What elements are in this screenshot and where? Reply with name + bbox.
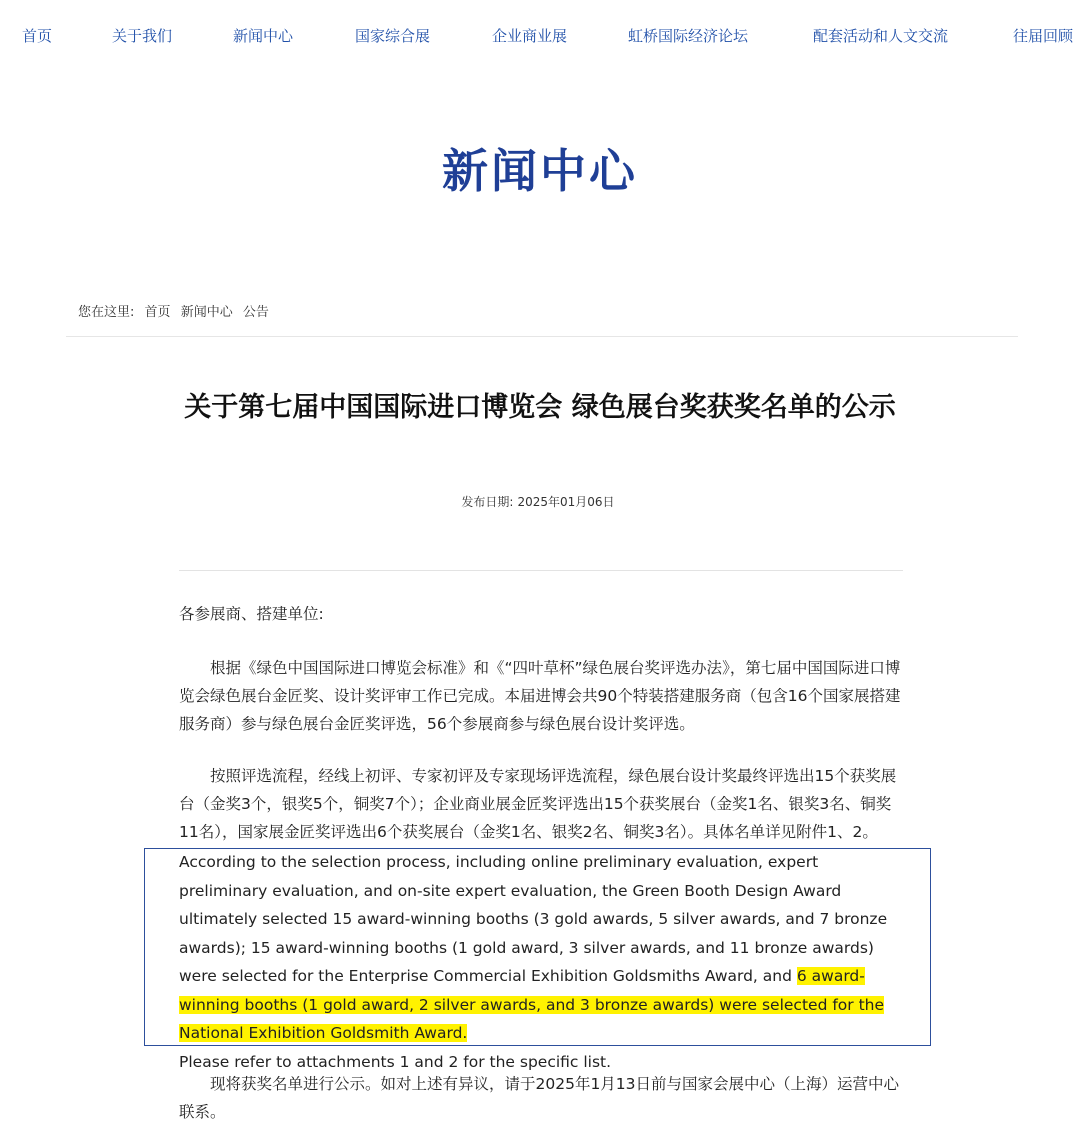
paragraph-2: 按照评选流程，经线上初评、专家初评及专家现场评选流程，绿色展台设计奖最终评选出15个获奖展台（金奖3个，银奖5个，铜奖7个）；企业商业展金匠奖评选出15个获奖展台（金奖1名、银奖3名、铜奖11名），国家展金匠奖评选出6个获奖展台（金奖1名、银奖2名、铜奖3名）。具体名单详见附件1、2。 (179, 767, 897, 841)
english-translation (179, 848, 903, 1076)
nav-item-about[interactable]: 关于我们 (112, 27, 173, 45)
translation-highlight: 6 award-winning booths (1 gold award, 2 silver awards, and 3 bronze awards) were selected for the National Exhibition Goldsmith Award. (179, 967, 885, 1042)
publish-date-value: 2025年01月06日 (517, 495, 615, 509)
nav-item-news[interactable]: 新闻中心 (233, 27, 294, 45)
nav-item-home[interactable]: 首页 (22, 27, 53, 45)
nav-item-business-exhibition[interactable]: 企业商业展 (492, 27, 568, 45)
salutation: 各参展商、搭建单位: (179, 605, 324, 623)
article-divider (179, 570, 903, 571)
nav-item-national-exhibition[interactable]: 国家综合展 (355, 27, 431, 45)
paragraph-1: 根据《绿色中国国际进口博览会标准》和《“四叶草杯”绿色展台奖评选办法》，第七届中国国际进口博览会绿色展台金匠奖、设计奖评审工作已完成。本届进博会共90个特装搭建服务商（包含16个国家展搭建服务商）参与绿色展台金匠奖评选，56个参展商参与绿色展台设计奖评选。 (179, 659, 901, 733)
publish-date-label: 发布日期: (461, 495, 514, 509)
breadcrumb (78, 304, 275, 322)
breadcrumb-news[interactable]: 新闻中心 (180, 305, 233, 320)
breadcrumb-notice[interactable]: 公告 (242, 305, 269, 320)
breadcrumb-home[interactable]: 首页 (144, 305, 171, 320)
paragraph-3: 现将获奖名单进行公示。如对上述有异议，请于2025年1月13日前与国家会展中心（上海）运营中心联系。 (179, 1075, 900, 1121)
nav-item-activities[interactable]: 配套活动和人文交流 (813, 27, 949, 45)
divider (66, 336, 1018, 337)
translation-text: According to the selection process, including online preliminary evaluation, expert preliminary evaluation, and on-site expert evaluation, the Green Booth Design Award ultimately selected 15 award-winning booths (3 gold awards, 5 silver awards, and 7 bronze awards); 15 award-winning booths (1 gold award, 3 silver awards, and 11 bronze awards) were selected for the Enterprise Commercial Exhibition Goldsmiths Award, and (179, 853, 888, 985)
translation-text-end: Please refer to attachments 1 and 2 for the specific list. (179, 1052, 612, 1071)
breadcrumb-label: 您在这里: (78, 305, 135, 320)
section-title: 新闻中心 (442, 144, 638, 198)
top-nav (0, 24, 1080, 50)
nav-item-review[interactable]: 往届回顾 (1013, 27, 1074, 45)
publish-date (0, 493, 1080, 510)
article-title: 关于第七届中国国际进口博览会 绿色展台奖获奖名单的公示 (184, 392, 896, 423)
nav-item-hongqiao-forum[interactable]: 虹桥国际经济论坛 (628, 27, 749, 45)
